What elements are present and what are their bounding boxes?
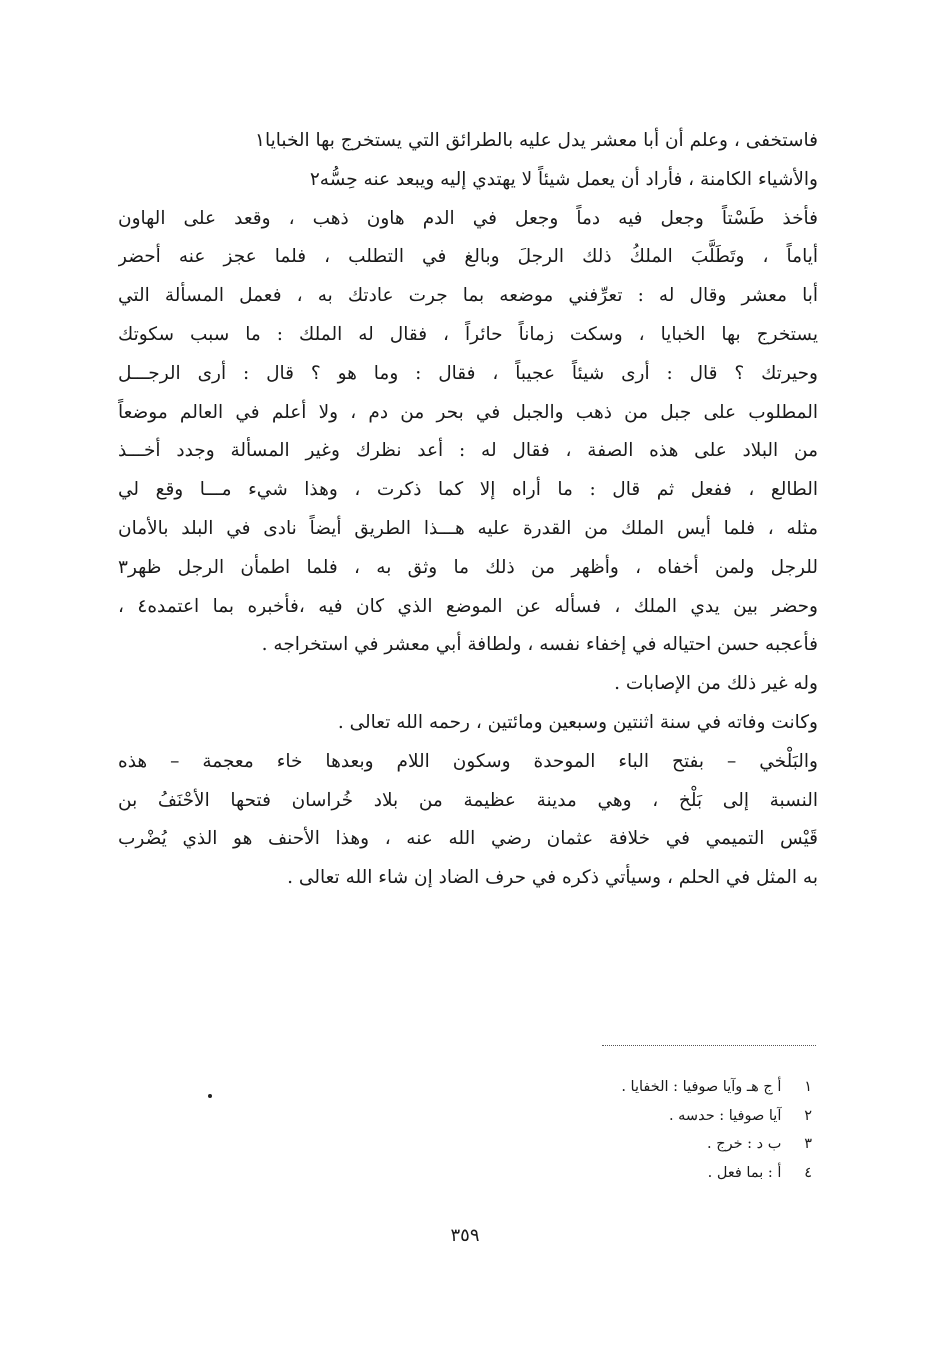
text-line: به المثل في الحلم ، وسيأتي ذكره في حرف الضاد إن شاء الله تعالى .	[287, 867, 818, 889]
footnote-text: آيا صوفيا : حدسه .	[668, 1107, 782, 1124]
text-line: قَيْس التميمي في خلافة عثمان رضي الله عنه ، وهذا الأحنف هو الذي يُضْرب	[118, 828, 818, 850]
page-number: ٣٥٩	[450, 1225, 480, 1246]
footnote-text: أ : بما فعل .	[707, 1164, 782, 1181]
text-line: وكانت وفاته في سنة اثنتين وسبعين ومائتين ، رحمه الله تعالى .	[337, 711, 818, 733]
text-line: أبا معشر وقال له : تعرِّفني موضعه بما جرت عادتك به ، فعمل المسألة التي	[118, 285, 818, 307]
footnote-number: ٣	[804, 1136, 812, 1152]
footnote-text: ب د : خرج .	[707, 1136, 782, 1152]
text-line: وله غير ذلك من الإصابات .	[614, 673, 818, 695]
footnote-separator	[602, 1045, 816, 1046]
footnote	[492, 1159, 812, 1188]
text-line: فأعجبه حسن احتياله في إخفاء نفسه ، ولطافة أبي معشر في استخراجه .	[261, 634, 818, 656]
footnote-number: ١	[804, 1079, 812, 1095]
footnote	[492, 1073, 812, 1102]
text-line: للرجل ولمن أخفاه ، وأظهر من ذلك ما وثق به ، فلما اطمأن الرجل ظهر٣	[118, 556, 818, 578]
footnote	[492, 1130, 812, 1159]
ink-speck	[208, 1094, 212, 1098]
text-line: الطالع ، ففعل ثم قال : ما أراه إلا كما ذكرت ، وهذا شيء مـــا وقع لي	[118, 479, 818, 501]
footnote-text: أ ج هـ وآيا صوفيا : الخفايا .	[621, 1079, 782, 1095]
footnote	[492, 1102, 812, 1131]
text-line: أياماً ، وتَطَلَّبَ الملكُ ذلك الرجلَ وبالغ في التطلب ، فلما عجز عنه أحضر	[118, 246, 818, 268]
text-line: مثله ، فلما أيس الملك من القدرة عليه هـــذا الطريق أيضاً نادى في البلد بالأمان	[118, 517, 818, 539]
text-line: والبَلْخي – بفتح الباء الموحدة وسكون اللام وبعدها خاء معجمة – هذه	[118, 750, 818, 772]
main-text-block	[118, 122, 818, 898]
text-line: يستخرج بها الخبايا ، وسكت زماناً حائراً ، فقال له الملك : ما سبب سكوتك	[118, 323, 818, 345]
text-line: وحيرتك ؟ قال : أرى شيئاً عجيباً ، فقال : وما هو ؟ قال : أرى الرجـــل	[118, 362, 818, 384]
footnotes-block	[492, 1073, 812, 1187]
text-line: فاستخفى ، وعلم أن أبا معشر يدل عليه بالطرائق التي يستخرج بها الخبايا١	[255, 130, 818, 151]
footnote-number: ٢	[804, 1107, 812, 1124]
text-line: وحضر بين يدي الملك ، فسأله عن الموضع الذي كان فيه ،فأخبره بما اعتمده٤ ،	[118, 595, 818, 617]
text-line: النسبة إلى بَلْخ ، وهي مدينة عظيمة من بلاد خُراسان فتحها الأحْنَفُ بن	[118, 789, 818, 811]
text-line: والأشياء الكامنة ، فأراد أن يعمل شيئاً لا يهتدي إليه ويبعد عنه حِسُّه٢	[309, 168, 818, 190]
footnote-number: ٤	[804, 1164, 812, 1181]
text-line: فأخذ طَسْتاً وجعل فيه دماً وجعل في الدم هاون ذهب ، وقعد على الهاون	[118, 207, 818, 229]
text-line: المطلوب على جبل من ذهب والجبل في بحر من دم ، ولا أعلم في العالم موضعاً	[118, 401, 818, 423]
text-line: من البلاد على هذه الصفة ، فقال له : أعد نظرك وغير المسألة وجدد أخـــذ	[118, 440, 818, 462]
